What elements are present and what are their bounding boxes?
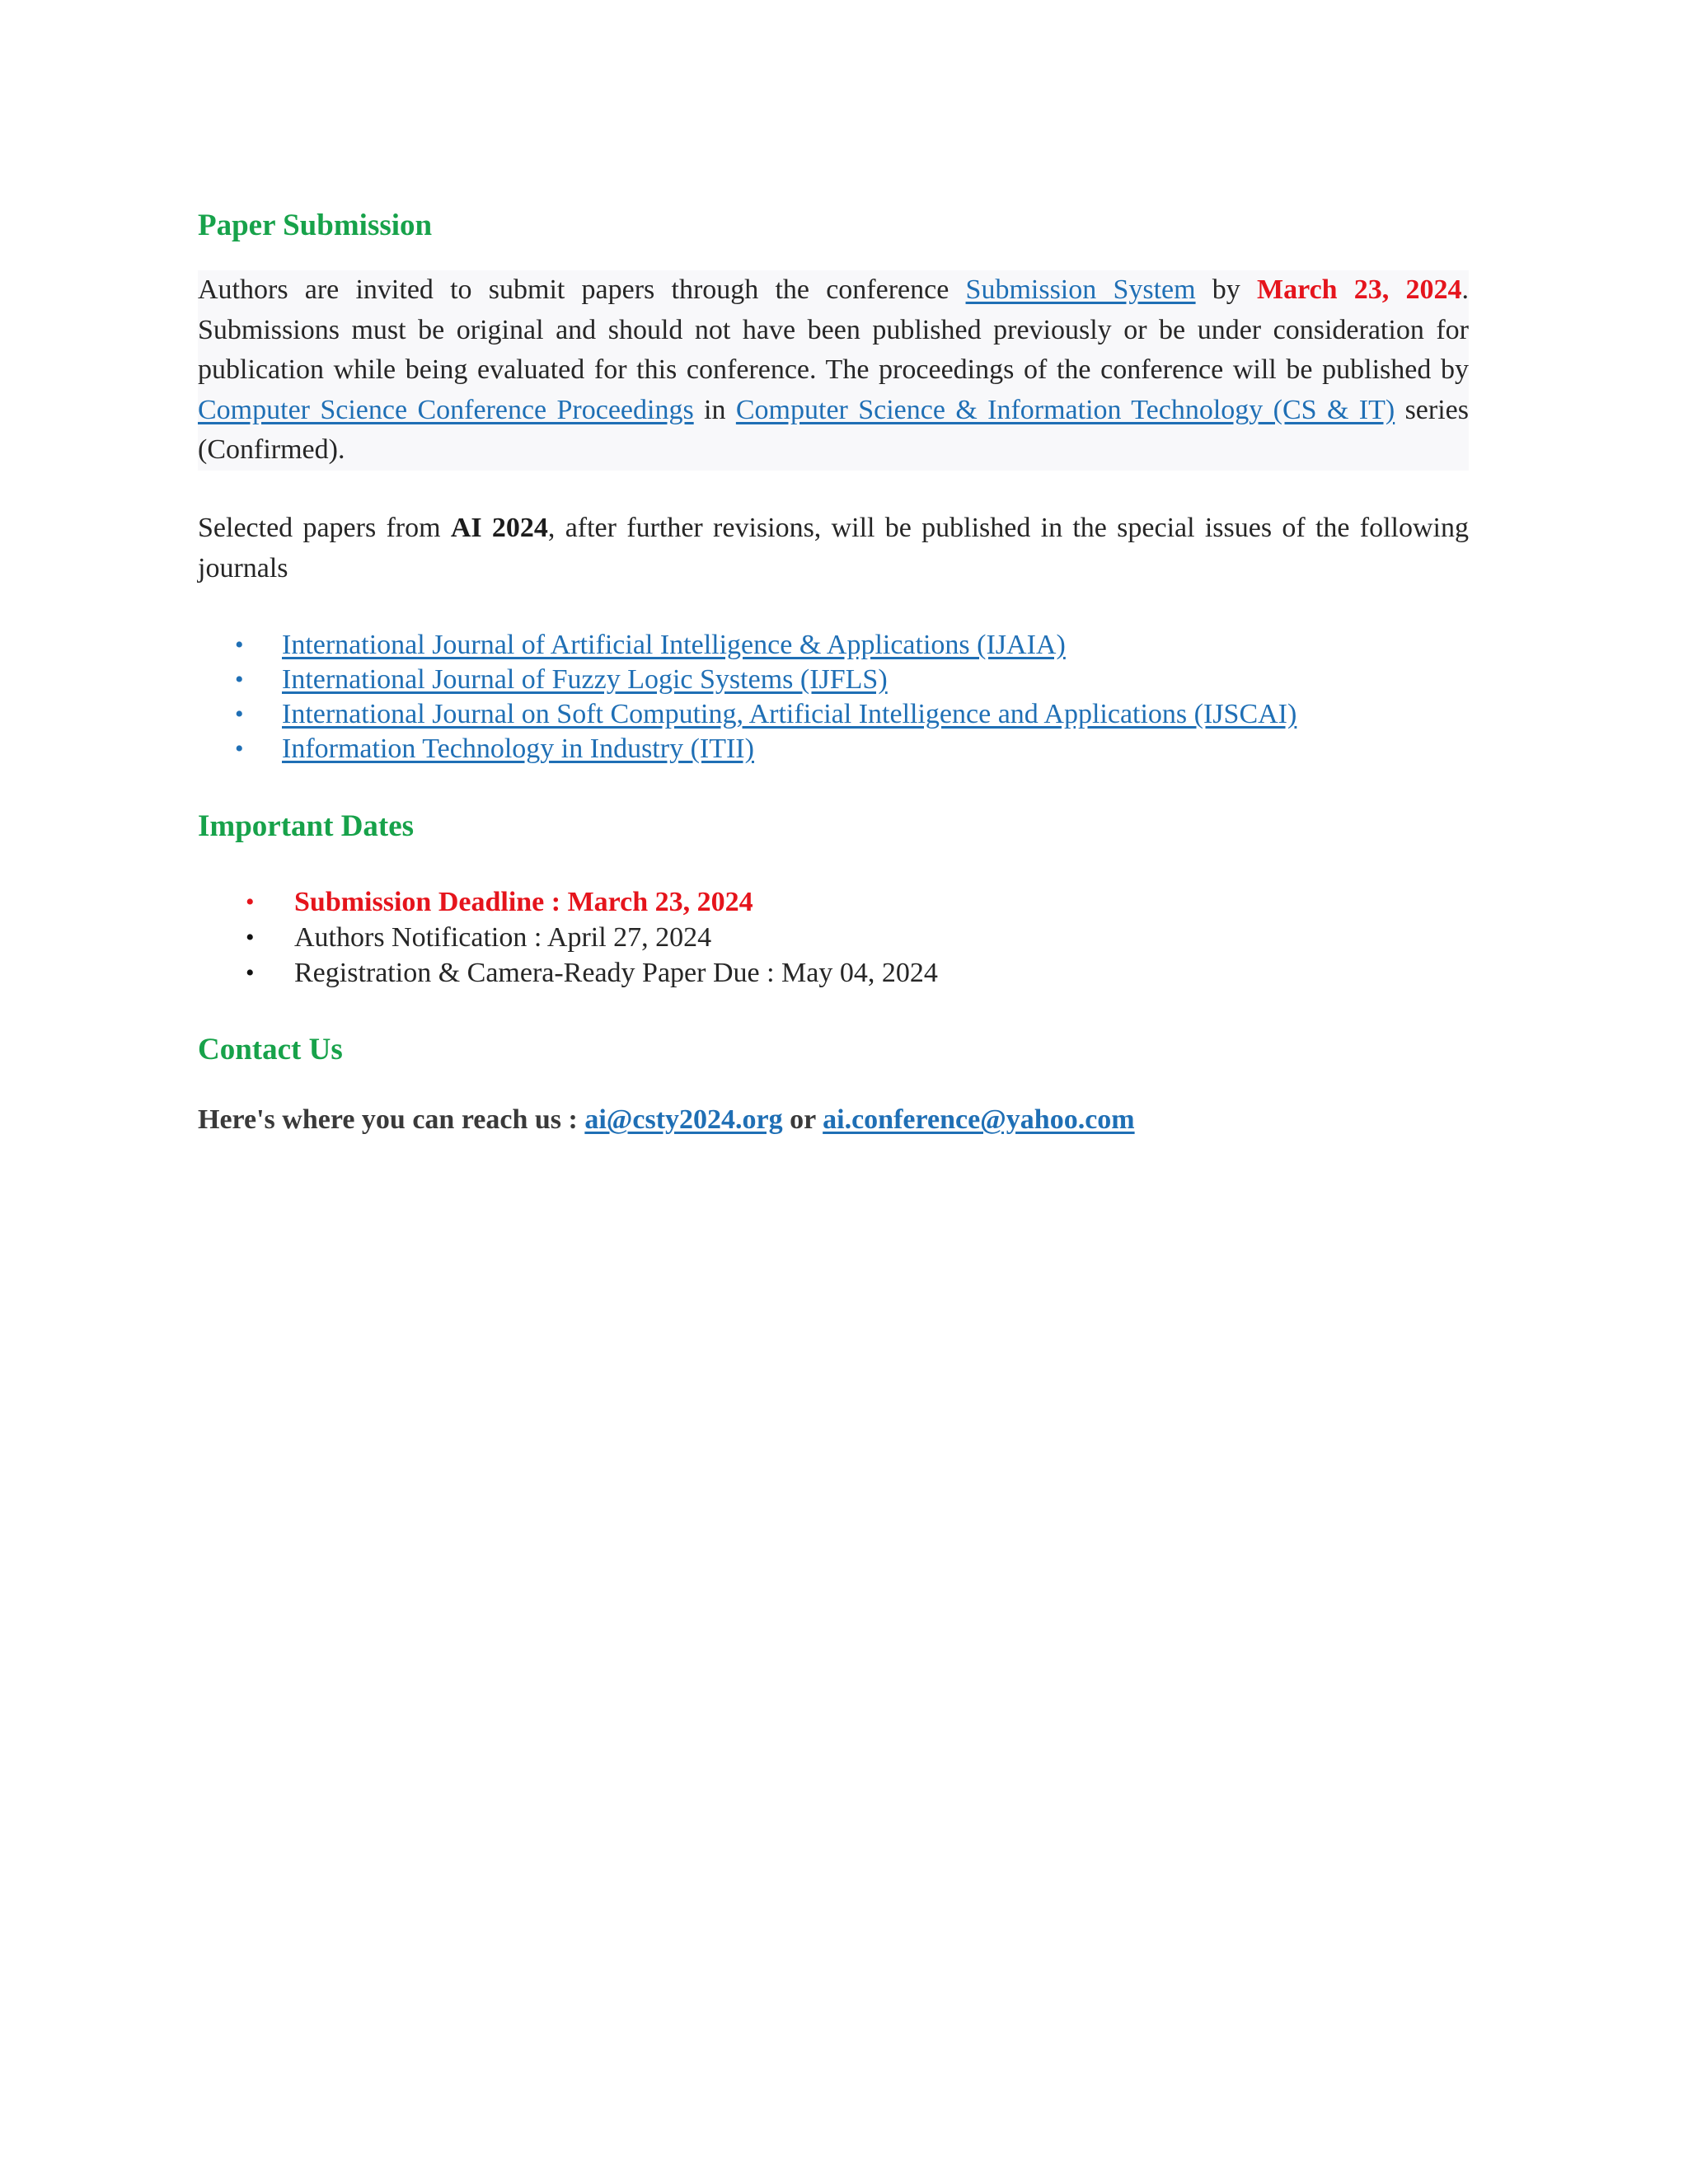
date-item-text: Registration & Camera-Ready Paper Due : May 04, 2024: [294, 958, 938, 988]
journal-link-ijscai[interactable]: International Journal on Soft Computing, Artificial Intelligence and Applications (IJSCAI): [282, 699, 1297, 729]
bullet-icon: •: [246, 959, 255, 987]
journal-link-ijaia[interactable]: International Journal of Artificial Intelligence & Applications (IJAIA): [282, 630, 1066, 660]
cs-it-series-link[interactable]: Computer Science & Information Technology (CS & IT): [735, 394, 1395, 425]
dates-list: [198, 884, 938, 991]
submission-paragraph: [198, 270, 1469, 471]
bullet-icon: •: [246, 888, 255, 916]
journal-list-item: [198, 628, 1296, 663]
contact-text-2: or: [782, 1104, 823, 1135]
journal-link-itii[interactable]: Information Technology in Industry (ITII): [282, 733, 754, 764]
contact-text-1: Here's where you can reach us :: [198, 1104, 585, 1135]
submission-deadline-date: March 23, 2024: [1257, 274, 1462, 305]
email-link-csty[interactable]: ai@csty2024.org: [584, 1104, 783, 1135]
paper-submission-heading: Paper Submission: [198, 209, 433, 242]
bullet-icon: •: [246, 924, 255, 951]
submission-text-2: by: [1195, 274, 1257, 305]
journal-list-item: [198, 732, 1296, 766]
selected-text-1: Selected papers from: [198, 513, 451, 543]
email-link-yahoo[interactable]: ai.conference@yahoo.com: [823, 1104, 1135, 1135]
date-item-notification: [198, 920, 938, 955]
date-item-submission-deadline: [198, 884, 938, 920]
conference-name: AI 2024: [450, 513, 548, 543]
proceedings-link[interactable]: Computer Science Conference Proceedings: [198, 394, 694, 425]
selected-papers-paragraph: [198, 509, 1469, 588]
submission-text-1: Authors are invited to submit papers through the conference: [198, 274, 966, 305]
date-item-text: Authors Notification : April 27, 2024: [294, 922, 712, 953]
contact-us-heading: Contact Us: [198, 1033, 343, 1066]
journal-list: [198, 628, 1296, 766]
submission-text-5: series (Confirmed).: [198, 394, 1469, 465]
journal-link-ijfls[interactable]: International Journal of Fuzzy Logic Systems (IJFLS): [282, 664, 888, 695]
important-dates-heading: Important Dates: [198, 809, 415, 843]
bullet-icon: •: [235, 701, 244, 728]
date-item-camera-ready: [198, 955, 938, 991]
submission-text-4: in: [693, 394, 736, 425]
contact-line: [198, 1100, 1135, 1140]
bullet-icon: •: [235, 735, 244, 762]
journal-list-item: [198, 697, 1296, 732]
submission-system-link[interactable]: Submission System: [965, 274, 1196, 305]
bullet-icon: •: [235, 666, 244, 693]
date-item-text: Submission Deadline : March 23, 2024: [294, 887, 753, 917]
submission-text-3: . Submissions must be original and should not have been published previously or be under consideration for publication while being evaluated for this conference. The proceedings of the conference will be published by: [198, 274, 1469, 385]
journal-list-item: [198, 663, 1296, 697]
selected-text-2: , after further revisions, will be published in the special issues of the following journals: [198, 513, 1469, 583]
bullet-icon: •: [235, 631, 244, 658]
